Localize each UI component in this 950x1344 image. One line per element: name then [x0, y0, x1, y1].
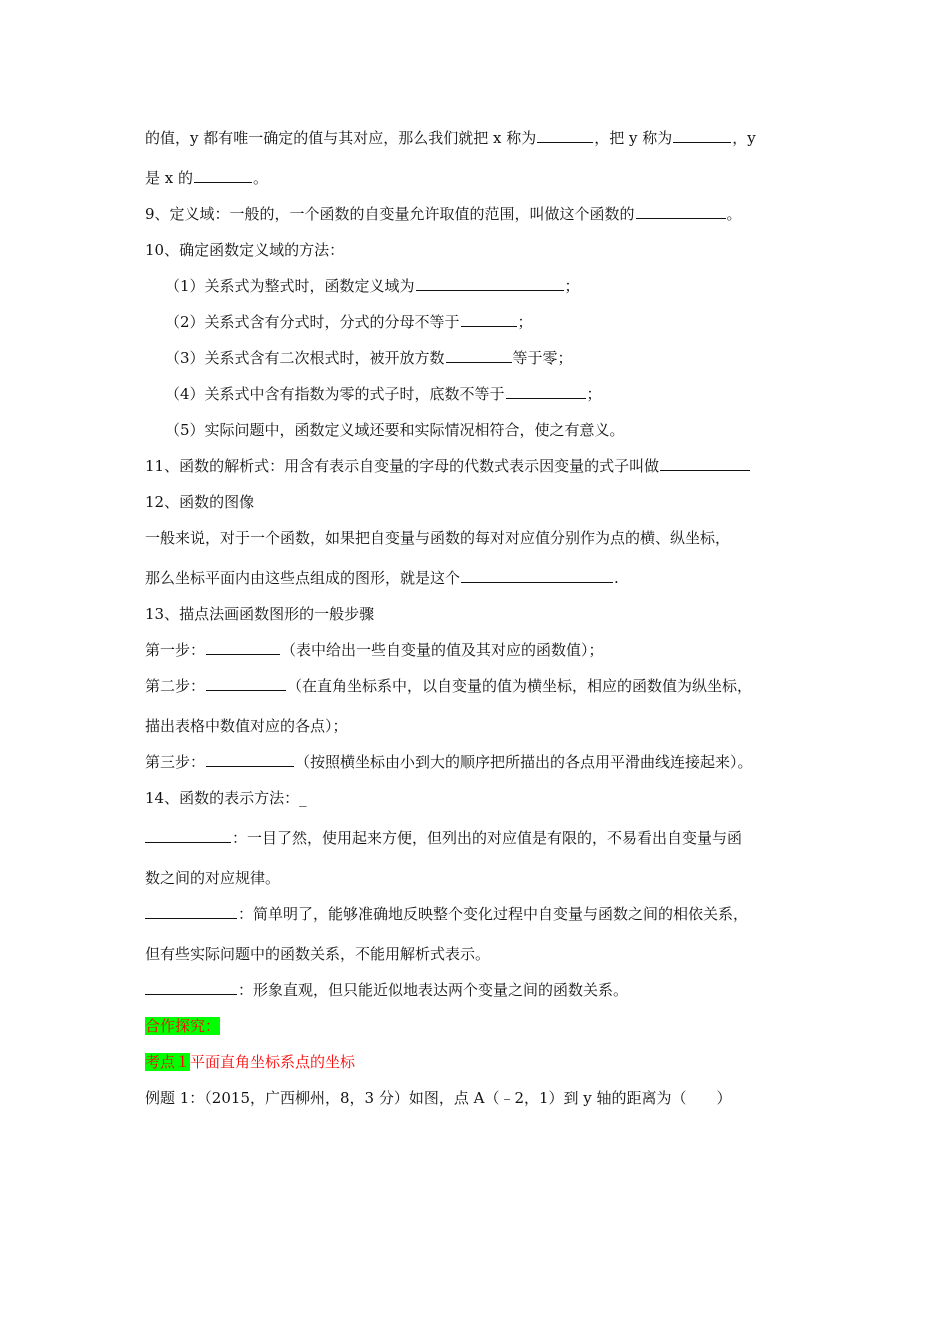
- text: （2）关系式含有分式时，分式的分母不等于: [165, 313, 460, 331]
- blank-step-3[interactable]: [206, 752, 294, 767]
- item-13-heading: 13、描点法画函数图形的一般步骤: [145, 605, 375, 623]
- item-12-heading: 12、函数的图像: [145, 493, 255, 511]
- definition-line-2: [145, 168, 268, 188]
- text: 那么坐标平面内由这些点组成的图形，就是这个: [145, 569, 461, 587]
- blank-dependent-variable[interactable]: [673, 128, 731, 143]
- method-1: [145, 828, 742, 848]
- text: 第一步：: [145, 641, 206, 659]
- text: ；: [564, 277, 580, 295]
- text: 是 x 的: [145, 169, 193, 187]
- item-10-5: （5）实际问题中，函数定义域还要和实际情况相符合，使之有意义。: [165, 421, 625, 439]
- text: .: [614, 569, 619, 587]
- definition-line-1: [145, 128, 756, 148]
- step-1: [145, 640, 604, 660]
- text: 11、函数的解析式：用含有表示自变量的字母的代数式表示因变量的式子叫做: [145, 457, 660, 475]
- blank-step-2[interactable]: [206, 676, 286, 691]
- blank-method-2[interactable]: [145, 904, 237, 919]
- blank-step-1[interactable]: [206, 640, 280, 655]
- text: ；: [517, 313, 533, 331]
- text: 等于零；: [512, 349, 573, 367]
- text: （按照横坐标由小到大的顺序把所描出的各点用平滑曲线连接起来）。: [295, 753, 753, 771]
- text: （4）关系式中含有指数为零的式子时，底数不等于: [165, 385, 505, 403]
- exam-point-tag: 考点１: [145, 1053, 191, 1071]
- blank-method-1[interactable]: [145, 828, 231, 843]
- text: （在直角坐标系中，以自变量的值为横坐标，相应的函数值为纵坐标，: [287, 677, 753, 695]
- text: ：一目了然，使用起来方便，但列出的对应值是有限的，不易看出自变量与函: [232, 829, 743, 847]
- method-1-continued: 数之间的对应规律。: [145, 869, 281, 887]
- example-1: 例题 1：（2015，广西柳州，8，3 分）如图，点 A（﹣2，1）到 y 轴的距离为（ ）: [145, 1089, 732, 1107]
- method-2-continued: 但有些实际问题中的函数关系，不能用解析式表示。: [145, 945, 491, 963]
- item-12-paragraph-2: [145, 568, 619, 588]
- exam-point-title: 平面直角坐标系点的坐标: [190, 1053, 356, 1071]
- item-10-heading: 10、确定函数定义域的方法：: [145, 241, 345, 259]
- item-10-1: [165, 276, 580, 296]
- text: ，把 y 称为: [594, 129, 673, 147]
- blank-function-graph[interactable]: [461, 568, 613, 583]
- blank-base[interactable]: [506, 384, 586, 399]
- blank-independent-variable[interactable]: [537, 128, 593, 143]
- text: 第三步：: [145, 753, 206, 771]
- method-2: [145, 904, 748, 924]
- blank-expression[interactable]: [660, 456, 750, 471]
- text: （1）关系式为整式时，函数定义域为: [165, 277, 415, 295]
- cooperative-exploration-heading: [145, 1016, 220, 1036]
- method-3: [145, 980, 628, 1000]
- item-10-3: [165, 348, 573, 368]
- text: 第二步：: [145, 677, 206, 695]
- text: （表中给出一些自变量的值及其对应的函数值）；: [281, 641, 604, 659]
- blank-method-3[interactable]: [145, 980, 237, 995]
- blank-radicand[interactable]: [446, 348, 512, 363]
- blank-domain[interactable]: [636, 204, 726, 219]
- step-2: [145, 676, 752, 696]
- blank-denominator[interactable]: [461, 312, 517, 327]
- text: ，y: [732, 129, 756, 147]
- text: 的值，y 都有唯一确定的值与其对应，那么我们就把 x 称为: [145, 129, 537, 147]
- blank-integral-domain[interactable]: [416, 276, 564, 291]
- text: 。: [726, 205, 742, 223]
- highlighted-heading: 合作探究：: [145, 1017, 221, 1035]
- text: ：简单明了，能够准确地反映整个变化过程中自变量与函数之间的相依关系，: [238, 905, 749, 923]
- item-14-heading: 14、函数的表示方法：_: [145, 789, 307, 807]
- text: ：形象直观，但只能近似地表达两个变量之间的函数关系。: [238, 981, 629, 999]
- text: （3）关系式含有二次根式时，被开放方数: [165, 349, 445, 367]
- exam-point-1-heading: [145, 1052, 355, 1072]
- item-11-expression: [145, 456, 751, 476]
- item-10-2: [165, 312, 533, 332]
- text: 。: [253, 169, 269, 187]
- text: 9、定义域：一般的，一个函数的自变量允许取值的范围，叫做这个函数的: [145, 205, 635, 223]
- blank-function-of[interactable]: [194, 168, 252, 183]
- item-9-domain: [145, 204, 742, 224]
- item-12-paragraph-1: 一般来说，对于一个函数，如果把自变量与函数的每对对应值分别作为点的横、纵坐标，: [145, 529, 731, 547]
- step-2-continued: 描出表格中数值对应的各点）；: [145, 717, 348, 735]
- step-3: [145, 752, 753, 772]
- item-10-4: [165, 384, 602, 404]
- text: ；: [586, 385, 602, 403]
